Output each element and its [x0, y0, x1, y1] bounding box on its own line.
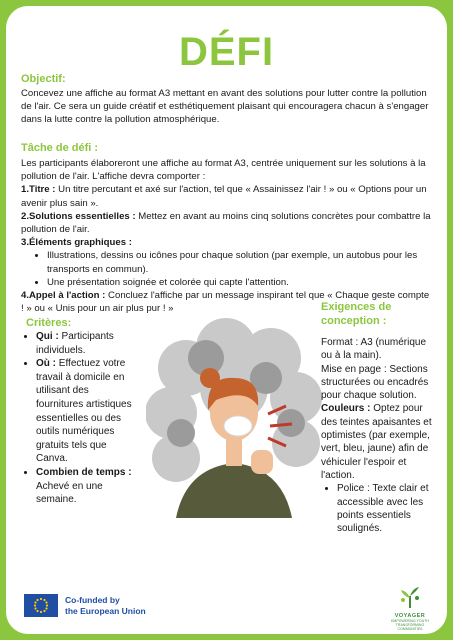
requirements-body: [321, 336, 433, 535]
requirement-colors: Couleurs : Optez pour des teintes apaisantes et optimistes (par exemple, vert, bleu, jaune) afin de véhiculer l'espoir et l'action.: [321, 403, 432, 481]
eu-flag-icon: [24, 594, 58, 617]
poster-page: [6, 6, 447, 634]
task-item-solutions: 2.Solutions essentielles : Mettez en avant au moins cinq solutions concrètes pour combattre la pollution de l'air.: [21, 210, 431, 236]
requirement-format: Format : A3 (numérique ou à la main).: [321, 337, 427, 362]
list-item: • Où : Effectuez votre travail à domicile en utilisant des fournitures artistiques essentielles ou des outils numériques gratuits tels que Canva.: [36, 357, 132, 466]
criteria-list: [20, 330, 132, 507]
page-title: DÉFI: [178, 30, 275, 74]
task-intro: Les participants élaboreront une affiche au format A3, centrée uniquement sur les solutions à la pollution de l'air. L'affiche devra comporter :: [21, 158, 426, 183]
objective-text: Concevez une affiche au format A3 mettant en avant des solutions pour lutter contre la pollution de l'air. Ce sera un guide créatif et esthétiquement plaisant qui encouragera chacun à s'engager dans la lutte contre la pollution atmosphérique.: [21, 88, 429, 126]
objective-heading: Objectif:: [21, 73, 66, 85]
voyager-logo: VOYAGER EMPOWERING YOUTH TRANSFORMING COMMUNITIES: [384, 586, 436, 631]
requirement-font: • Police : Texte clair et accessible avec les points essentiels soulignés.: [337, 482, 433, 535]
voyager-tree-icon: [397, 586, 423, 608]
pollution-illustration: [146, 318, 322, 518]
task-item-call-to-action: 4.Appel à l'action : Concluez l'affiche par un message inspirant tel que « Chaque geste compte ! » ou « Unis pour un air plus pur ! »: [21, 290, 430, 315]
task-body: [21, 157, 433, 315]
requirement-layout: Mise en page : Sections structurées ou encadrés pour chaque solution.: [321, 363, 429, 402]
list-item: • Qui : Participants individuels.: [36, 330, 132, 357]
eu-cofunded-text: Co-funded by the European Union: [65, 594, 146, 616]
list-item: • Une présentation soignée et colorée qui capte l'attention.: [47, 276, 433, 289]
graphics-list: [21, 249, 433, 289]
eu-cofunded-logo: [24, 594, 146, 617]
list-item: • Illustrations, dessins ou icônes pour chaque solution (par exemple, un autobus pour les transports en commun).: [47, 249, 433, 275]
task-item-title: 1.Titre : Un titre percutant et axé sur l'action, tel que « Assainissez l'air ! » ou « Options pour un avenir plus sain ».: [21, 184, 427, 209]
list-item: • Combien de temps : Achevé en une semaine.: [36, 466, 132, 507]
task-heading: Tâche de défi :: [21, 142, 99, 154]
task-item-graphics: 3.Éléments graphiques :: [21, 237, 132, 249]
criteria-heading: Critères:: [26, 317, 72, 329]
requirements-heading: Exigences de conception :: [321, 301, 392, 327]
